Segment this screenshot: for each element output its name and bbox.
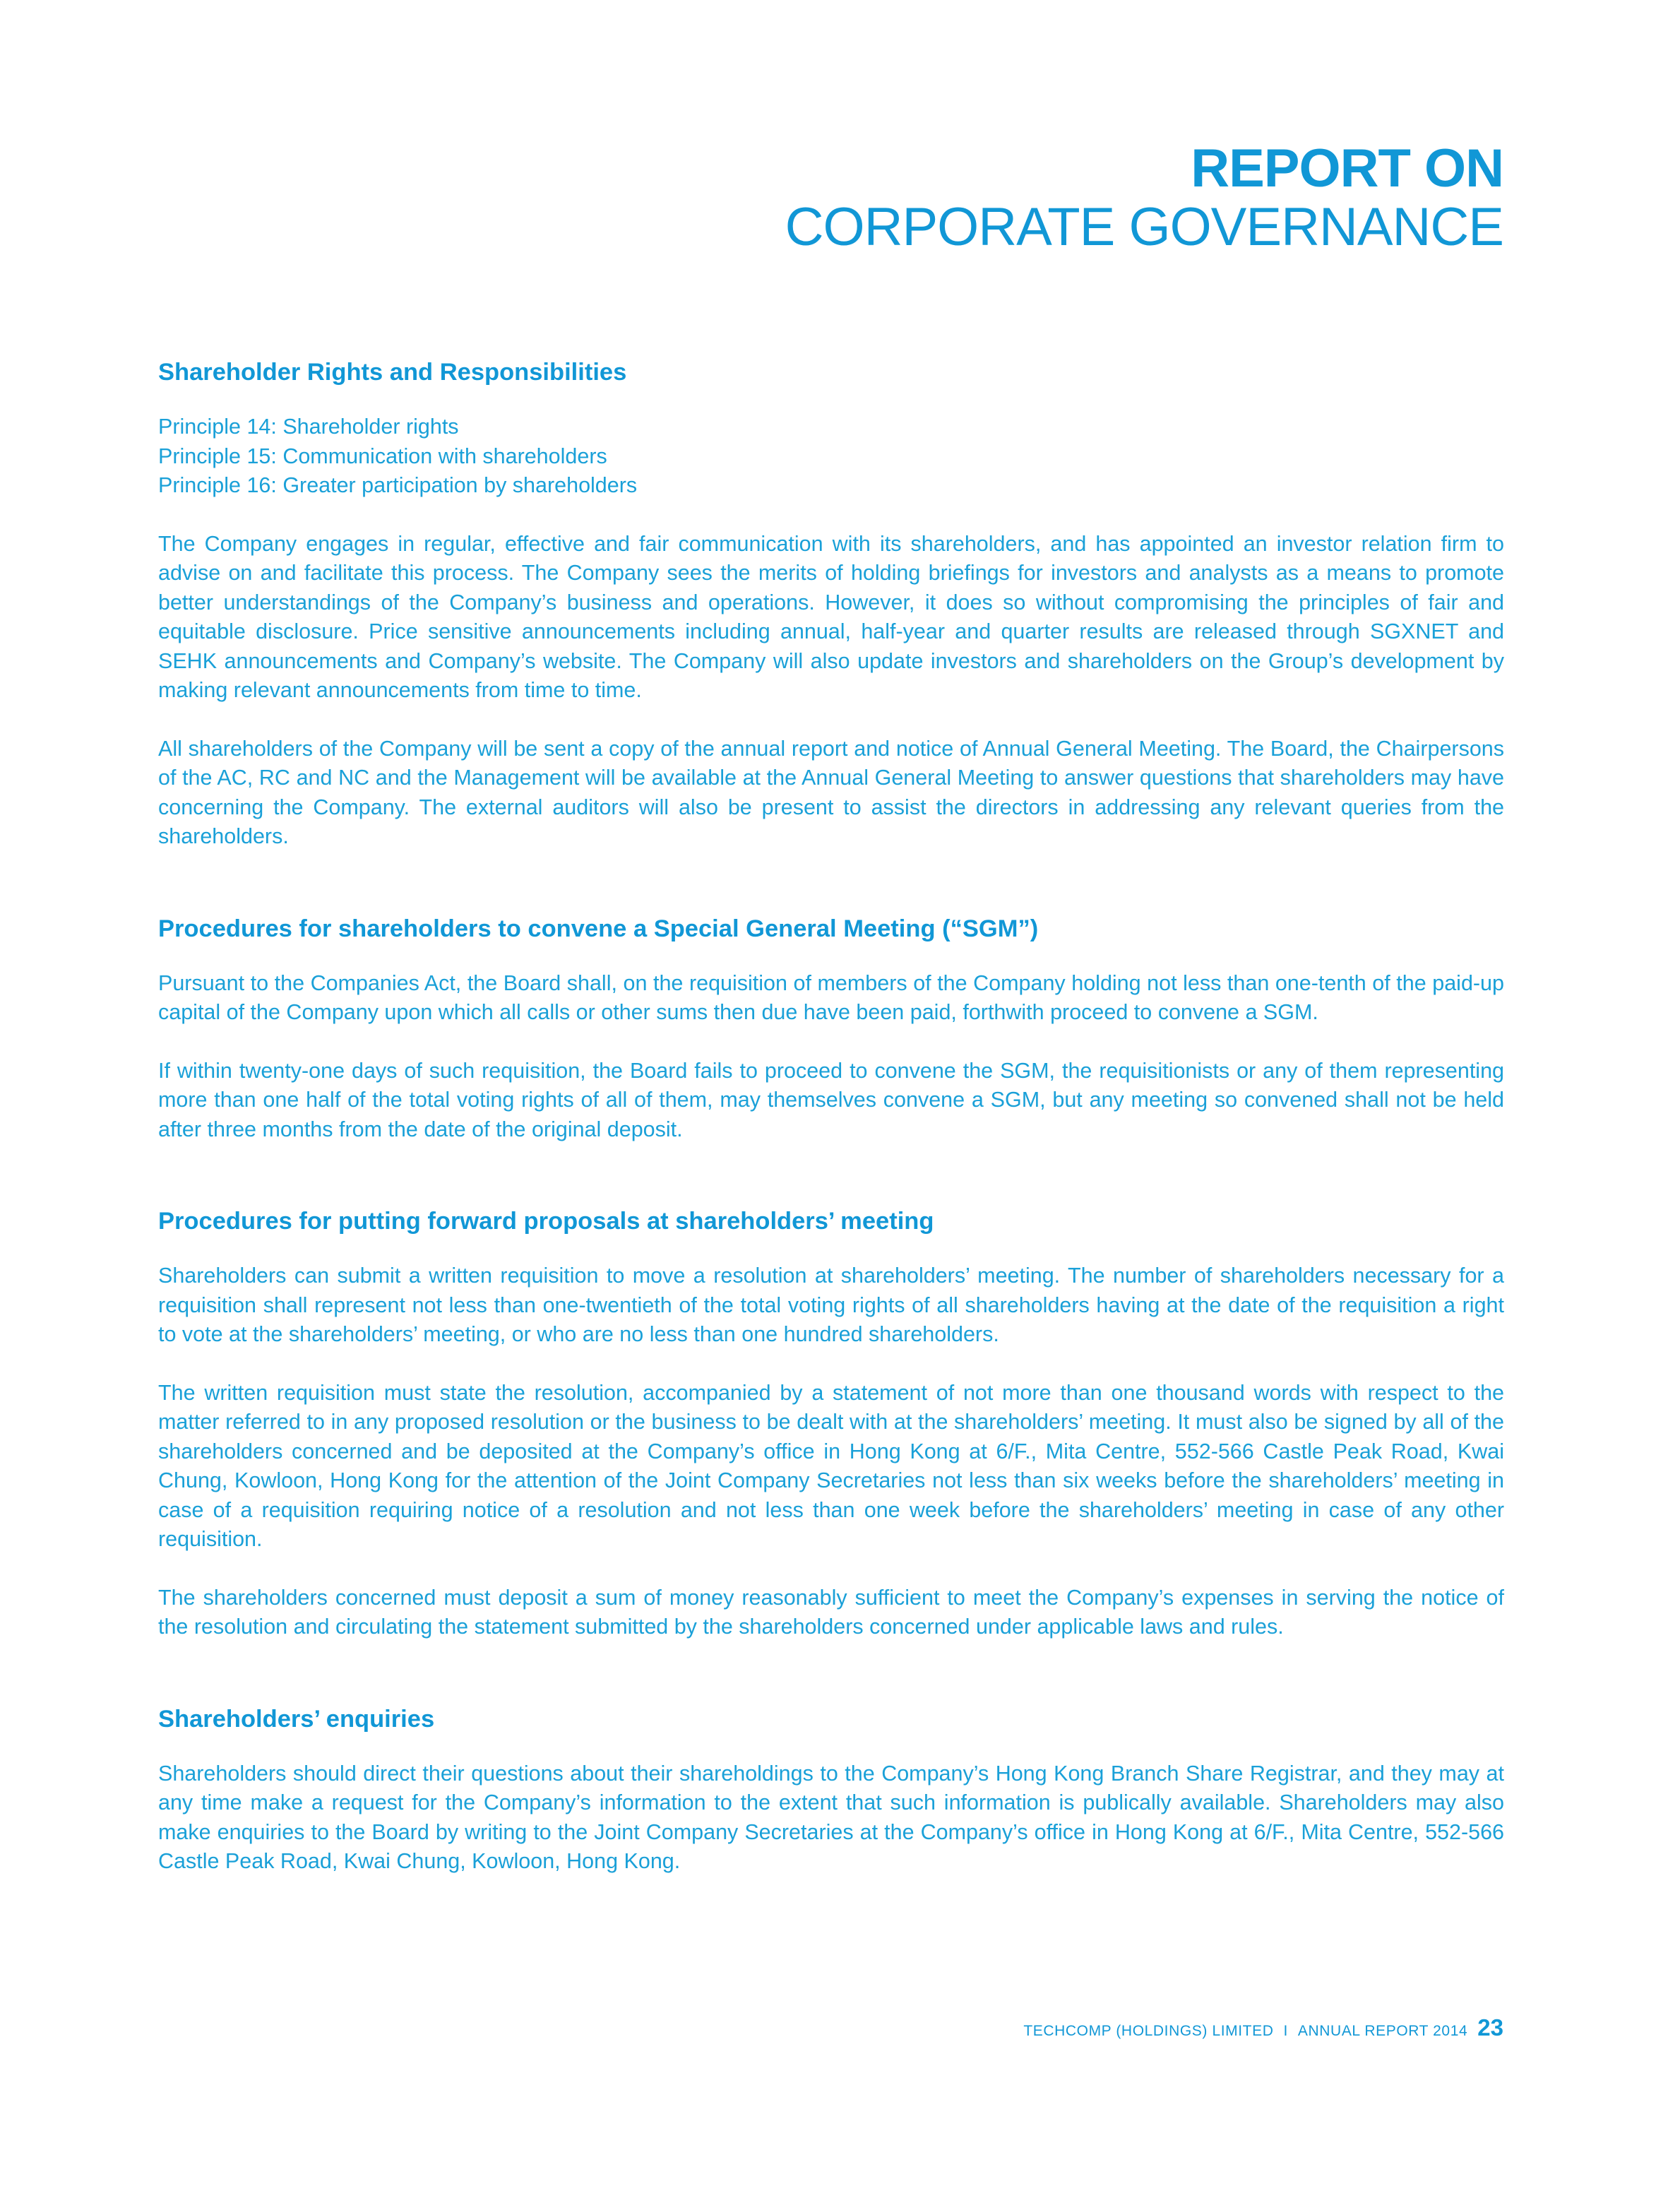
principle-item: Principle 16: Greater participation by shareholders: [158, 473, 638, 497]
page-header: [785, 140, 1503, 257]
page-number: 23: [1477, 2014, 1503, 2041]
section-heading: Procedures for putting forward proposals at shareholders’ meeting: [158, 1208, 934, 1235]
section-shareholder-rights: [158, 357, 1504, 852]
paragraph: If within twenty-one days of such requisition, the Board fails to proceed to convene the SGM, the requisitionists or any of them representing more than one half of the total voting rights of all of them, may themselves convene a SGM, but any meeting so convened shall not be held after three months from the date of the original deposit.: [158, 1058, 1504, 1141]
footer-separator: I: [1283, 2023, 1288, 2039]
paragraph: The Company engages in regular, effective and fair communication with its shareholders, and has appointed an investor relation firm to advise on and facilitate this process. The Company sees the merits of holding briefings for investors and analysts as a means to promote better understandings of the Company’s business and operations. However, it does so without compromising the principles of fair and equitable disclosure. Price sensitive announcements including annual, half-year and quarter results are released through SGXNET and SEHK announcements and Company’s website. The Company will also update investors and shareholders on the Group’s development by making relevant announcements from time to time.: [158, 531, 1504, 702]
paragraph: All shareholders of the Company will be sent a copy of the annual report and notice of Annual General Meeting. The Board, the Chairpersons of the AC, RC and NC and the Management will be available at the Annual General Meeting to answer questions that shareholders may have concerning the Company. The external auditors will also be present to assist the directors in addressing any relevant queries from the shareholders.: [158, 736, 1504, 848]
section-heading: Shareholder Rights and Responsibilities: [158, 359, 627, 386]
paragraph: The written requisition must state the resolution, accompanied by a statement of not more than one thousand words with respect to the matter referred to in any proposed resolution or the business to be dealt with at the shareholders’ meeting. It must also be signed by all of the shareholders concerned and be deposited at the Company’s office in Hong Kong at 6/F., Mita Centre, 552-566 Castle Peak Road, Kwai Chung, Kowloon, Hong Kong for the attention of the Joint Company Secretaries not less than six weeks before the shareholders’ meeting in case of a requisition requiring notice of a resolution and not less than one week before the shareholders’ meeting in case of any other requisition.: [158, 1380, 1504, 1551]
title-line-1: REPORT ON: [1191, 138, 1503, 198]
section-heading: Shareholders’ enquiries: [158, 1705, 435, 1733]
principles-list: [158, 412, 1504, 501]
paragraph: Shareholders can submit a written requisition to move a resolution at shareholders’ meeting. The number of shareholders necessary for a requisition shall represent not less than one-twentieth of the total voting rights of all shareholders having at the date of the requisition a right to vote at the shareholders’ meeting, or who are no less than one hundred shareholders.: [158, 1264, 1504, 1346]
section-proposals: [158, 1206, 1504, 1642]
paragraph: Pursuant to the Companies Act, the Board shall, on the requisition of members of the Company holding not less than one-tenth of the paid-up capital of the Company upon which all calls or other sums then due have been paid, forthwith proceed to convene a SGM.: [158, 970, 1504, 1024]
paragraph: The shareholders concerned must deposit a sum of money reasonably sufficient to meet the Company’s expenses in serving the notice of the resolution and circulating the statement submitted by the shareholders concerned under applicable laws and rules.: [158, 1585, 1504, 1639]
main-content: [158, 357, 1504, 1906]
principle-item: Principle 14: Shareholder rights: [158, 415, 459, 439]
principle-item: Principle 15: Communication with shareholders: [158, 444, 607, 468]
section-enquiries: [158, 1704, 1504, 1877]
title-line-2: CORPORATE GOVERNANCE: [785, 197, 1503, 257]
footer-company: TECHCOMP (HOLDINGS) LIMITED: [1023, 2023, 1274, 2039]
footer-report: ANNUAL REPORT 2014: [1297, 2023, 1468, 2039]
section-heading: Procedures for shareholders to convene a Special General Meeting (“SGM”): [158, 915, 1039, 942]
section-convene-sgm: [158, 914, 1504, 1145]
paragraph: Shareholders should direct their questions about their shareholdings to the Company’s Hong Kong Branch Share Registrar, and they may at any time make a request for the Company’s information to the extent that such information is publically available. Shareholders may also make enquiries to the Board by writing to the Joint Company Secretaries at the Company’s office in Hong Kong at 6/F., Mita Centre, 552-566 Castle Peak Road, Kwai Chung, Kowloon, Hong Kong.: [158, 1761, 1504, 1873]
page-footer: [1023, 2014, 1503, 2041]
